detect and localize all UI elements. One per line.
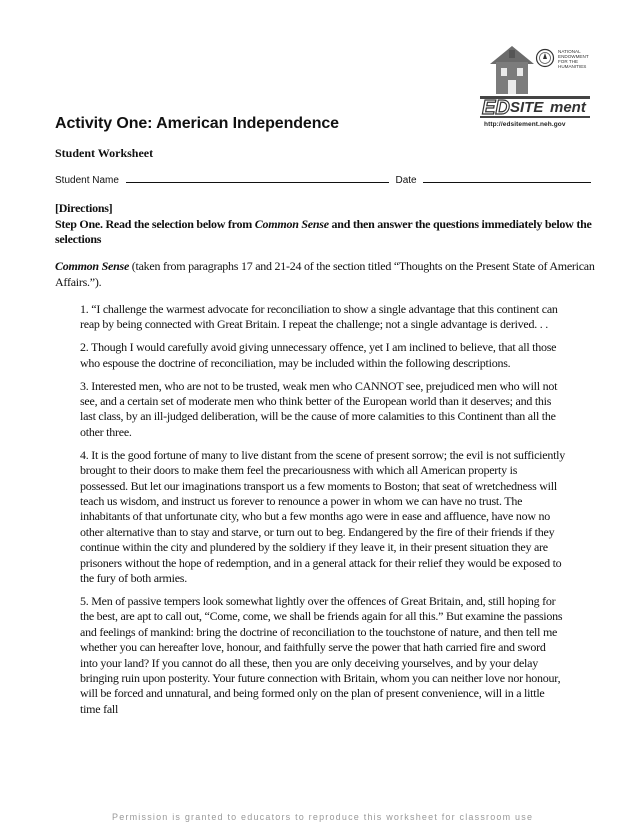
book-title: Common Sense <box>55 259 130 273</box>
excerpt-paragraph-2: 2. Though I would carefully avoid giving unnecessary offence, yet I am inclined to believe, that all those who espouse the doctrine of reconciliation, may be included within the following descriptions. <box>80 340 557 370</box>
excerpt-paragraph-5: 5. Men of passive tempers look somewhat lightly over the offences of Great Britain, and, still hoping for the best, are apt to call out, “Come, come, we shall be friends again for all this.” But examine the passions and feelings of mankind: bring the doctrine of reconciliation to the touchstone of nature, and then tell me whether you can hereafter love, honour, and faithfully serve the power that hath carried fire and sword into your land? If you cannot do all these, then you are only deceiving yourselves, and by your delay bringing ruin upon posterity. Your future connection with Britain, whom you can neither love nor honour, will be forced and unnatural, and being formed only on the plan of present convenience, will in a little time fall <box>80 593 563 716</box>
directions-block <box>55 201 595 248</box>
edsitement-logo <box>474 40 602 132</box>
page-title: Activity One: American Independence <box>55 115 339 132</box>
excerpt-paragraph-1: 1. “I challenge the warmest advocate for reconciliation to show a single advantage that this continent can reap by being connected with Great Britain. I repeat the challenge; not a single advantage is derived. . . <box>80 302 558 332</box>
svg-text:SITE: SITE <box>510 99 544 116</box>
logo-url: http://edsitement.neh.gov <box>484 121 566 128</box>
excerpt-paragraph-4: 4. It is the good fortune of many to live distant from the scene of present sorrow; the evil is not sufficiently brought to their doors to make them feel the precariousness with which all American property is possessed. But let our imaginations transport us a few moments to Boston; that seat of wretchedness will teach us wisdom, and instruct us forever to renounce a power in whom we can have no trust. The inhabitants of that unfortunate city, who but a few months ago were in ease and affluence, have now no other alternative than to stay and starve, or turn out to beg. Endangered by the fire of their friends if they continue within the city and plundered by the soldiery if they leave it, in their present situation they are prisoners without the hope of redemption, and in a general attack for their relief they would be exposed to the fury of both armies. <box>80 447 565 585</box>
svg-text:ED: ED <box>482 97 510 119</box>
neh-text: NATIONAL ENDOWMENT FOR THE HUMANITIES <box>558 49 589 69</box>
permission-footer: Permission is granted to educators to reproduce this worksheet for classroom use <box>112 812 534 822</box>
svg-text:ment: ment <box>550 99 586 116</box>
worksheet-subtitle: Student Worksheet <box>55 146 154 160</box>
directions-heading: [Directions] <box>55 201 113 215</box>
directions-step: Step One. Read the selection below from Common Sense and then answer the questions immediately below the selections <box>55 216 592 246</box>
student-info-line <box>55 173 591 186</box>
excerpt-paragraph-3: 3. Interested men, who are not to be trusted, weak men who CANNOT see, prejudiced men who will not see, and a certain set of moderate men who think better of the European world than it deserves; and this last class, by an ill-judged deliberation, will be the cause of more calamities to this Continent than all the other three. <box>80 378 558 439</box>
source-intro: Common Sense (taken from paragraphs 17 and 21-24 of the section titled “Thoughts on the Present State of American Affairs.”). <box>55 259 595 289</box>
date-field[interactable] <box>423 173 591 183</box>
date-label: Date <box>395 175 417 186</box>
excerpt-paragraphs <box>80 302 565 725</box>
student-name-label: Student Name <box>55 175 119 186</box>
student-name-field[interactable] <box>126 173 389 183</box>
